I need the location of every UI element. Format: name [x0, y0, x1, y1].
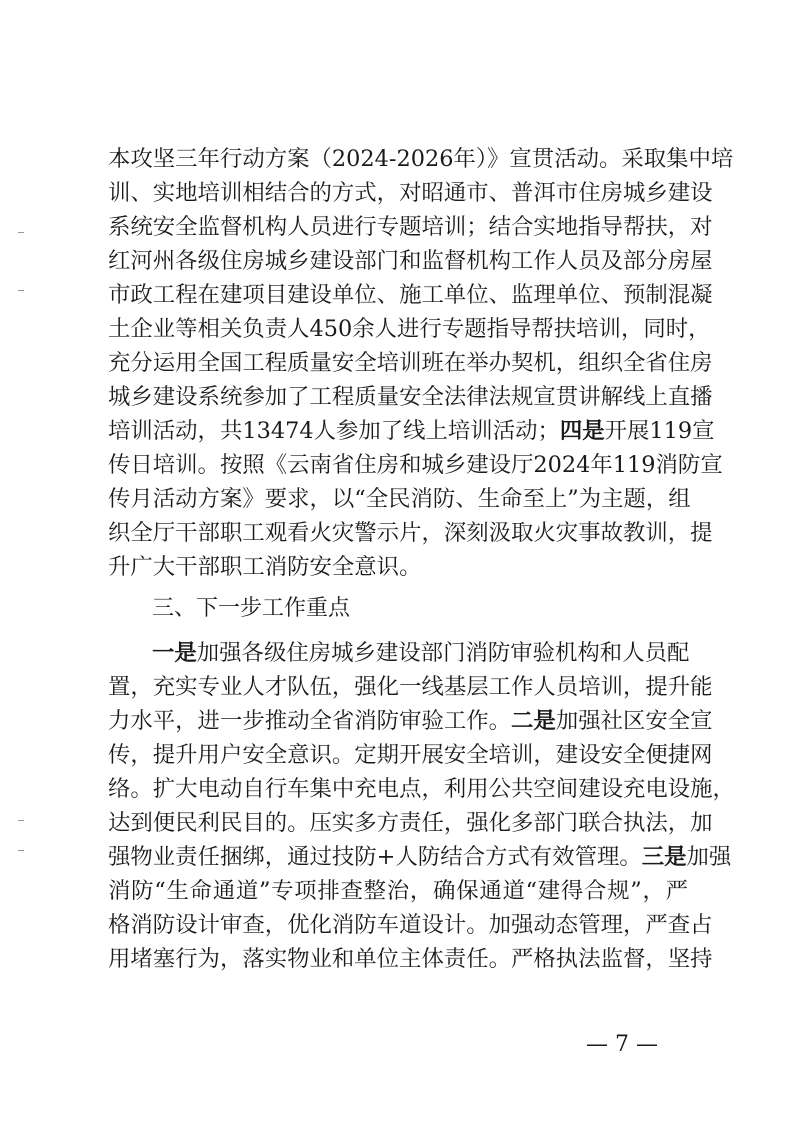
- emphasis-text: 三是: [641, 844, 687, 870]
- body-text-line: 达到便民利民目的。压实多方责任，强化多部门联合执法，加: [108, 810, 713, 836]
- body-text-line: 传，提升用户安全意识。定期开展安全培训，建设安全便捷网: [108, 742, 713, 768]
- text-span: 加强: [686, 844, 732, 870]
- emphasis-text: 二是: [511, 708, 556, 734]
- margin-mark: [18, 820, 24, 821]
- margin-mark: [18, 290, 24, 291]
- body-text-line: 络。扩大电动自行车集中充电点，利用公共空间建设充电设施，: [108, 776, 735, 802]
- text-span: 开展119宣: [604, 418, 715, 444]
- page-number: — 7 —: [586, 1032, 658, 1057]
- body-text-line: [108, 705, 713, 737]
- body-text-line: 本攻坚三年行动方案（2024-2026年）》宣贯活动。采取集中培: [108, 146, 734, 172]
- body-text-line: 训、实地培训相结合的方式，对昭通市、普洱市住房城乡建设: [108, 180, 713, 206]
- body-text-line: 织全厅干部职工观看火灾警示片，深刻汲取火灾事故教训，提: [108, 520, 713, 546]
- margin-mark: [18, 232, 24, 233]
- body-text-line: 用堵塞行为，落实物业和单位主体责任。严格执法监督，坚持: [108, 946, 713, 972]
- body-text-line: [152, 637, 688, 669]
- body-text-line: 格消防设计审查，优化消防车道设计。加强动态管理，严查占: [108, 912, 713, 938]
- body-text-line: 市政工程在建项目建设单位、施工单位、监理单位、预制混凝: [108, 282, 713, 308]
- emphasis-text: 四是: [559, 418, 605, 444]
- text-span: 培训活动，共13474人参加了线上培训活动；: [108, 418, 560, 444]
- margin-mark: [18, 850, 24, 851]
- body-text-line: 城乡建设系统参加了工程质量安全法律法规宣贯讲解线上直播: [108, 384, 713, 410]
- body-text-line: 系统安全监督机构人员进行专题培训；结合实地指导帮扶，对: [108, 214, 713, 240]
- body-text-line: [108, 415, 715, 447]
- body-text-line: 传月活动方案》要求，以“全民消防、生命至上”为主题，组: [108, 486, 691, 512]
- text-span: 强物业责任捆绑，通过技防+人防结合方式有效管理。: [108, 844, 642, 870]
- body-text-line: 充分运用全国工程质量安全培训班在举办契机，组织全省住房: [108, 350, 713, 376]
- body-text-line: 红河州各级住房城乡建设部门和监督机构工作人员及部分房屋: [108, 248, 713, 274]
- emphasis-text: 一是: [152, 640, 197, 666]
- body-text-line: 升广大干部职工消防安全意识。: [108, 554, 422, 580]
- text-span: 力水平，进一步推动全省消防审验工作。: [108, 708, 512, 734]
- body-text-line: [108, 841, 732, 873]
- text-span: 加强各级住房城乡建设部门消防审验机构和人员配: [196, 640, 690, 666]
- section-heading: 三、下一步工作重点: [152, 596, 351, 621]
- body-text-line: 消防“生命通道”专项排查整治，确保通道“建得合规”，严: [108, 878, 688, 904]
- body-text-line: 置，充实专业人才队伍，强化一线基层工作人员培训，提升能: [108, 674, 713, 700]
- body-text-line: 传日培训。按照《云南省住房和城乡建设厅2024年119消防宣: [108, 452, 723, 478]
- text-span: 加强社区安全宣: [555, 708, 713, 734]
- body-text-line: 土企业等相关负责人450余人进行专题指导帮扶培训，同时，: [108, 316, 711, 342]
